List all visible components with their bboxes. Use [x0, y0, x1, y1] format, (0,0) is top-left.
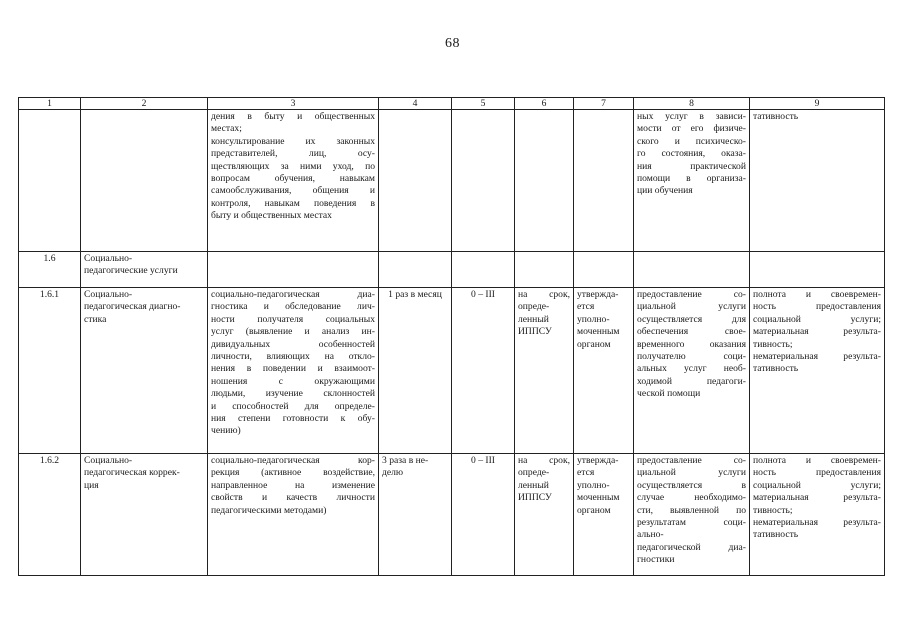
cell-line: услуг (выявление и анализ ин-	[211, 326, 375, 338]
cell-line: ность предоставления	[753, 467, 881, 479]
cell-line: предоставление со-	[637, 289, 746, 300]
cell-line: ности получателя социальных	[211, 313, 375, 325]
cell-line: полнота и своевремен-	[753, 289, 881, 300]
table-row	[19, 288, 885, 454]
cell-line: осуществляется в	[637, 479, 746, 491]
cell-line: ношения с окружающими	[211, 375, 375, 387]
cell-line: свойств и качеств личности	[211, 492, 375, 504]
cell-line: моченным	[577, 492, 620, 504]
cell-line: представителей, лиц, осу-	[211, 148, 375, 160]
cell-line: чению)	[211, 425, 241, 437]
cell-line: тативность	[753, 363, 799, 375]
header-col-2: 2	[81, 98, 208, 110]
table-row	[19, 110, 885, 252]
table-cell-col-2	[81, 454, 208, 576]
cell-line: рекция (активное воздействие,	[211, 467, 375, 479]
cell-line: уполно-	[577, 479, 610, 491]
table-cell-col-5	[452, 110, 515, 252]
cell-line: ществляющих за ними уход, по	[211, 160, 375, 172]
table-cell-col-5	[452, 252, 515, 288]
cell-line: ных услуг в зависи-	[637, 111, 746, 122]
header-col-9: 9	[750, 98, 885, 110]
cell-line: ИППСУ	[518, 492, 552, 504]
table-cell-col-4	[379, 288, 452, 454]
cell-line: на срок,	[518, 289, 570, 300]
cell-line: стика	[84, 313, 107, 325]
table-cell-col-4	[379, 252, 452, 288]
cell-line: опреде-	[518, 467, 550, 479]
cell-line: результатам соци-	[637, 517, 746, 529]
table-cell-col-2	[81, 252, 208, 288]
cell-line: социально-педагогическая кор-	[211, 455, 375, 466]
table-cell-col-7	[574, 252, 634, 288]
table-cell-col-9	[750, 454, 885, 576]
cell-line: людьми, изучение склонностей	[211, 388, 375, 400]
cell-line: Социально-	[84, 253, 133, 264]
table-cell-col-8	[634, 454, 750, 576]
cell-line: социальной услуги;	[753, 479, 881, 491]
cell-line: утвержда-	[577, 455, 619, 466]
table-cell-col-3	[208, 252, 379, 288]
cell-line: ческой помощи	[637, 388, 701, 400]
cell-line: материальная результа-	[753, 492, 881, 504]
table-cell-col-7	[574, 454, 634, 576]
cell-line: сти, выявленной по	[637, 504, 746, 516]
table-cell-col-9	[750, 288, 885, 454]
table-cell-col-8	[634, 110, 750, 252]
table-cell-col-2	[81, 110, 208, 252]
cell-line: материальная результа-	[753, 326, 881, 338]
cell-line: случае необходимо-	[637, 492, 746, 504]
cell-line: полнота и своевремен-	[753, 455, 881, 466]
header-col-7: 7	[574, 98, 634, 110]
table-cell-col-2	[81, 288, 208, 454]
cell-line: го состояния, оказа-	[637, 148, 746, 160]
table-cell-col-6	[515, 110, 574, 252]
cell-line: уполно-	[577, 313, 610, 325]
cell-line: контроля, навыкам поведения в	[211, 197, 375, 209]
table-cell-col-3	[208, 110, 379, 252]
table-cell-col-1	[19, 454, 81, 576]
header-col-1: 1	[19, 98, 81, 110]
table-cell-col-9	[750, 252, 885, 288]
table-row	[19, 454, 885, 576]
cell-line: местах;	[211, 123, 242, 135]
cell-line: ность предоставления	[753, 301, 881, 313]
cell-line: циальной услуги	[637, 301, 746, 313]
cell-line: Социально-	[84, 455, 133, 466]
table-cell-col-6	[515, 454, 574, 576]
cell-line: ется	[577, 301, 595, 313]
table-cell-col-6	[515, 288, 574, 454]
table-cell-col-8	[634, 252, 750, 288]
table-cell-col-3	[208, 454, 379, 576]
cell-line: ально-	[637, 529, 664, 541]
cell-line: 0 – III	[471, 455, 495, 466]
table-cell-col-5	[452, 454, 515, 576]
cell-line: предоставление со-	[637, 455, 746, 466]
cell-line: быту и общественных местах	[211, 210, 332, 222]
cell-line: 3 раза в не-	[382, 455, 429, 466]
table-row	[19, 252, 885, 288]
header-col-6: 6	[515, 98, 574, 110]
table-cell-col-7	[574, 110, 634, 252]
cell-line: помощи в организа-	[637, 173, 746, 185]
cell-line: гностика и обследование лич-	[211, 301, 375, 313]
cell-line: ния практической	[637, 160, 746, 172]
table-cell-col-4	[379, 454, 452, 576]
cell-line: 1.6.1	[39, 289, 60, 300]
cell-line: утвержда-	[577, 289, 619, 300]
cell-line: опреде-	[518, 301, 550, 313]
cell-line: циальной услуги	[637, 467, 746, 479]
cell-line: 1 раз в месяц	[388, 289, 442, 300]
cell-line: гностики	[637, 554, 675, 566]
cell-line: тативность	[753, 529, 799, 541]
cell-line: получателю соци-	[637, 351, 746, 363]
cell-line: тивность;	[753, 338, 793, 350]
table-cell-col-8	[634, 288, 750, 454]
table-cell-col-7	[574, 288, 634, 454]
cell-line: дения в быту и общественных	[211, 111, 375, 122]
page-number: 68	[445, 36, 460, 51]
cell-line: обеспечения свое-	[637, 326, 746, 338]
table-cell-col-1	[19, 110, 81, 252]
cell-line: дивидуальных особенностей	[211, 338, 375, 350]
cell-line: педагогической диа-	[637, 541, 746, 553]
table-cell-col-9	[750, 110, 885, 252]
cell-line: тативность	[753, 111, 799, 122]
cell-line: ция	[84, 479, 99, 491]
cell-line: нематериальная результа-	[753, 517, 881, 529]
cell-line: ского и психическо-	[637, 135, 746, 147]
cell-line: ленный	[518, 313, 549, 325]
cell-line: ется	[577, 467, 595, 479]
cell-line: моченным	[577, 326, 620, 338]
cell-line: педагогическая диагно-	[84, 301, 181, 313]
table-cell-col-5	[452, 288, 515, 454]
table-cell-col-1	[19, 252, 81, 288]
cell-line: нематериальная результа-	[753, 351, 881, 363]
cell-line: альных услуг необ-	[637, 363, 746, 375]
cell-line: временного оказания	[637, 338, 746, 350]
table-cell-col-6	[515, 252, 574, 288]
cell-line: мости от его физиче-	[637, 123, 746, 135]
cell-line: 1.6.2	[39, 455, 60, 466]
cell-line: нения в поведении и взаимоот-	[211, 363, 375, 375]
cell-line: Социально-	[84, 289, 133, 300]
cell-line: социальной услуги;	[753, 313, 881, 325]
cell-line: ИППСУ	[518, 326, 552, 338]
cell-line: ходимой педагоги-	[637, 375, 746, 387]
cell-line: педагогические услуги	[84, 265, 178, 277]
cell-line: направленное на изменение	[211, 479, 375, 491]
cell-line: самообслуживания, общения и	[211, 185, 375, 197]
header-col-3: 3	[208, 98, 379, 110]
cell-line: 1.6	[43, 253, 56, 264]
cell-line: педагогическими методами)	[211, 504, 327, 516]
table-cell-col-1	[19, 288, 81, 454]
cell-line: осуществляется для	[637, 313, 746, 325]
header-col-4: 4	[379, 98, 452, 110]
cell-line: личности, влияющих на откло-	[211, 351, 375, 363]
cell-line: социально-педагогическая диа-	[211, 289, 375, 300]
cell-line: консультирование их законных	[211, 135, 375, 147]
header-row	[19, 98, 885, 110]
cell-line: ции обучения	[637, 185, 693, 197]
cell-line: делю	[382, 467, 404, 479]
cell-line: тивность;	[753, 504, 793, 516]
table-cell-col-3	[208, 288, 379, 454]
cell-line: вопросам обучения, навыкам	[211, 173, 375, 185]
table-cell-col-4	[379, 110, 452, 252]
header-col-8: 8	[634, 98, 750, 110]
services-table	[18, 97, 885, 576]
cell-line: на срок,	[518, 455, 570, 466]
cell-line: органом	[577, 504, 611, 516]
cell-line: и способностей для определе-	[211, 400, 375, 412]
header-col-5: 5	[452, 98, 515, 110]
cell-line: ния степени готовности к обу-	[211, 413, 375, 425]
cell-line: педагогическая коррек-	[84, 467, 180, 479]
cell-line: ленный	[518, 479, 549, 491]
cell-line: 0 – III	[471, 289, 495, 300]
cell-line: органом	[577, 338, 611, 350]
